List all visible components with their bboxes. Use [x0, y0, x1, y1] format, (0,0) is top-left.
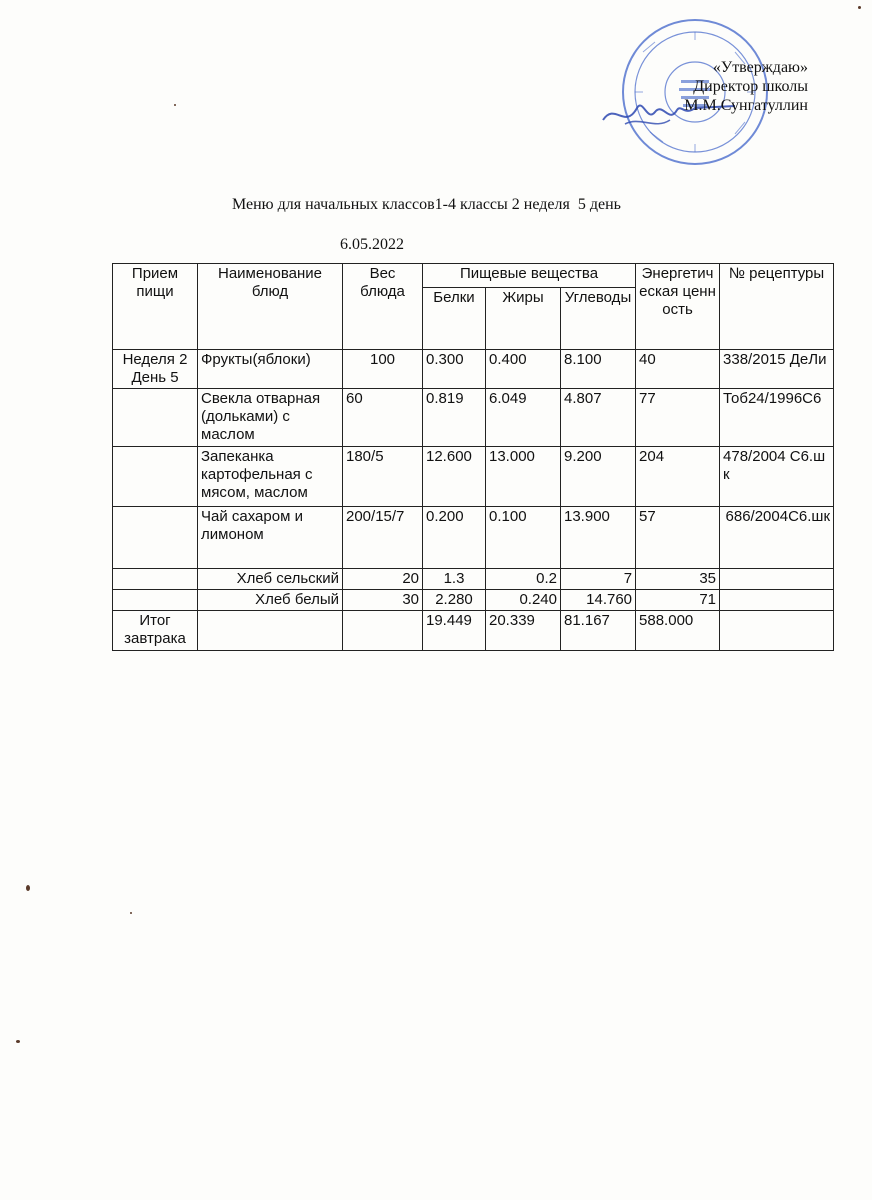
cell-fat: 0.2: [486, 569, 561, 590]
cell-weight: [343, 611, 423, 651]
approval-block: [640, 58, 808, 115]
cell-fat: 0.100: [486, 507, 561, 569]
cell-recipe: 338/2015 ДеЛи: [720, 350, 834, 389]
cell-carbs: 8.100: [561, 350, 636, 389]
document-title: Меню для начальных классов1-4 классы 2 неделя 5 день: [232, 196, 621, 213]
header-nutrients: Пищевые вещества: [423, 264, 636, 288]
cell-meal: [113, 389, 198, 447]
cell-meal: [113, 507, 198, 569]
table-row-total: [113, 611, 834, 651]
approval-line-3: М.М.Сунгатуллин: [684, 97, 808, 114]
scan-speck: [16, 1040, 20, 1043]
cell-fat: 6.049: [486, 389, 561, 447]
cell-carbs: 7: [561, 569, 636, 590]
cell-fat: 20.339: [486, 611, 561, 651]
table-row: [113, 389, 834, 447]
scan-speck: [26, 885, 30, 891]
cell-weight: 100: [343, 350, 423, 389]
cell-energy: 204: [636, 447, 720, 507]
scan-speck: [858, 6, 861, 9]
header-protein: Белки: [423, 288, 486, 350]
cell-weight: 200/15/7: [343, 507, 423, 569]
header-carbs: Углеводы: [561, 288, 636, 350]
cell-weight: 180/5: [343, 447, 423, 507]
approval-line-2: Директор школы: [693, 78, 808, 95]
cell-energy: 588.000: [636, 611, 720, 651]
table-row: [113, 447, 834, 507]
cell-meal: Неделя 2 День 5: [113, 350, 198, 389]
cell-energy: 40: [636, 350, 720, 389]
cell-carbs: 14.760: [561, 590, 636, 611]
table-row: [113, 590, 834, 611]
cell-fat: 0.400: [486, 350, 561, 389]
header-energy: Энергетическая ценность: [636, 264, 720, 350]
cell-carbs: 9.200: [561, 447, 636, 507]
cell-energy: 35: [636, 569, 720, 590]
cell-dish: Хлеб белый: [198, 590, 343, 611]
menu-table: [112, 263, 834, 651]
cell-protein: 1.3: [423, 569, 486, 590]
table-row: [113, 350, 834, 389]
cell-weight: 60: [343, 389, 423, 447]
scan-speck: [174, 104, 176, 106]
cell-fat: 0.240: [486, 590, 561, 611]
cell-recipe: Тоб24/1996С6: [720, 389, 834, 447]
cell-dish: [198, 611, 343, 651]
cell-energy: 71: [636, 590, 720, 611]
cell-carbs: 4.807: [561, 389, 636, 447]
scan-speck: [130, 912, 132, 914]
cell-dish: Фрукты(яблоки): [198, 350, 343, 389]
cell-carbs: 13.900: [561, 507, 636, 569]
cell-meal: Итог завтрака: [113, 611, 198, 651]
header-fat: Жиры: [486, 288, 561, 350]
cell-protein: 19.449: [423, 611, 486, 651]
cell-dish: Запеканка картофельная с мясом, маслом: [198, 447, 343, 507]
cell-recipe: [720, 569, 834, 590]
cell-protein: 2.280: [423, 590, 486, 611]
cell-dish: Свекла отварная (дольками) с маслом: [198, 389, 343, 447]
cell-energy: 77: [636, 389, 720, 447]
document-date: 6.05.2022: [340, 236, 404, 253]
approval-line-1: «Утверждаю»: [712, 59, 808, 76]
cell-meal: [113, 569, 198, 590]
cell-recipe: 686/2004С6.шк: [720, 507, 834, 569]
cell-protein: 0.819: [423, 389, 486, 447]
cell-meal: [113, 590, 198, 611]
header-dish: Наименование блюд: [198, 264, 343, 350]
cell-recipe: [720, 590, 834, 611]
cell-carbs: 81.167: [561, 611, 636, 651]
cell-protein: 0.200: [423, 507, 486, 569]
header-weight: Вес блюда: [343, 264, 423, 350]
cell-dish: Чай сахаром и лимоном: [198, 507, 343, 569]
cell-protein: 12.600: [423, 447, 486, 507]
table-row: [113, 507, 834, 569]
header-meal: Прием пищи: [113, 264, 198, 350]
cell-energy: 57: [636, 507, 720, 569]
cell-weight: 20: [343, 569, 423, 590]
header-recipe: № рецептуры: [720, 264, 834, 350]
cell-protein: 0.300: [423, 350, 486, 389]
table-row: [113, 569, 834, 590]
cell-recipe: [720, 611, 834, 651]
cell-recipe: 478/2004 С6.шк: [720, 447, 834, 507]
cell-meal: [113, 447, 198, 507]
cell-dish: Хлеб сельский: [198, 569, 343, 590]
cell-weight: 30: [343, 590, 423, 611]
cell-fat: 13.000: [486, 447, 561, 507]
